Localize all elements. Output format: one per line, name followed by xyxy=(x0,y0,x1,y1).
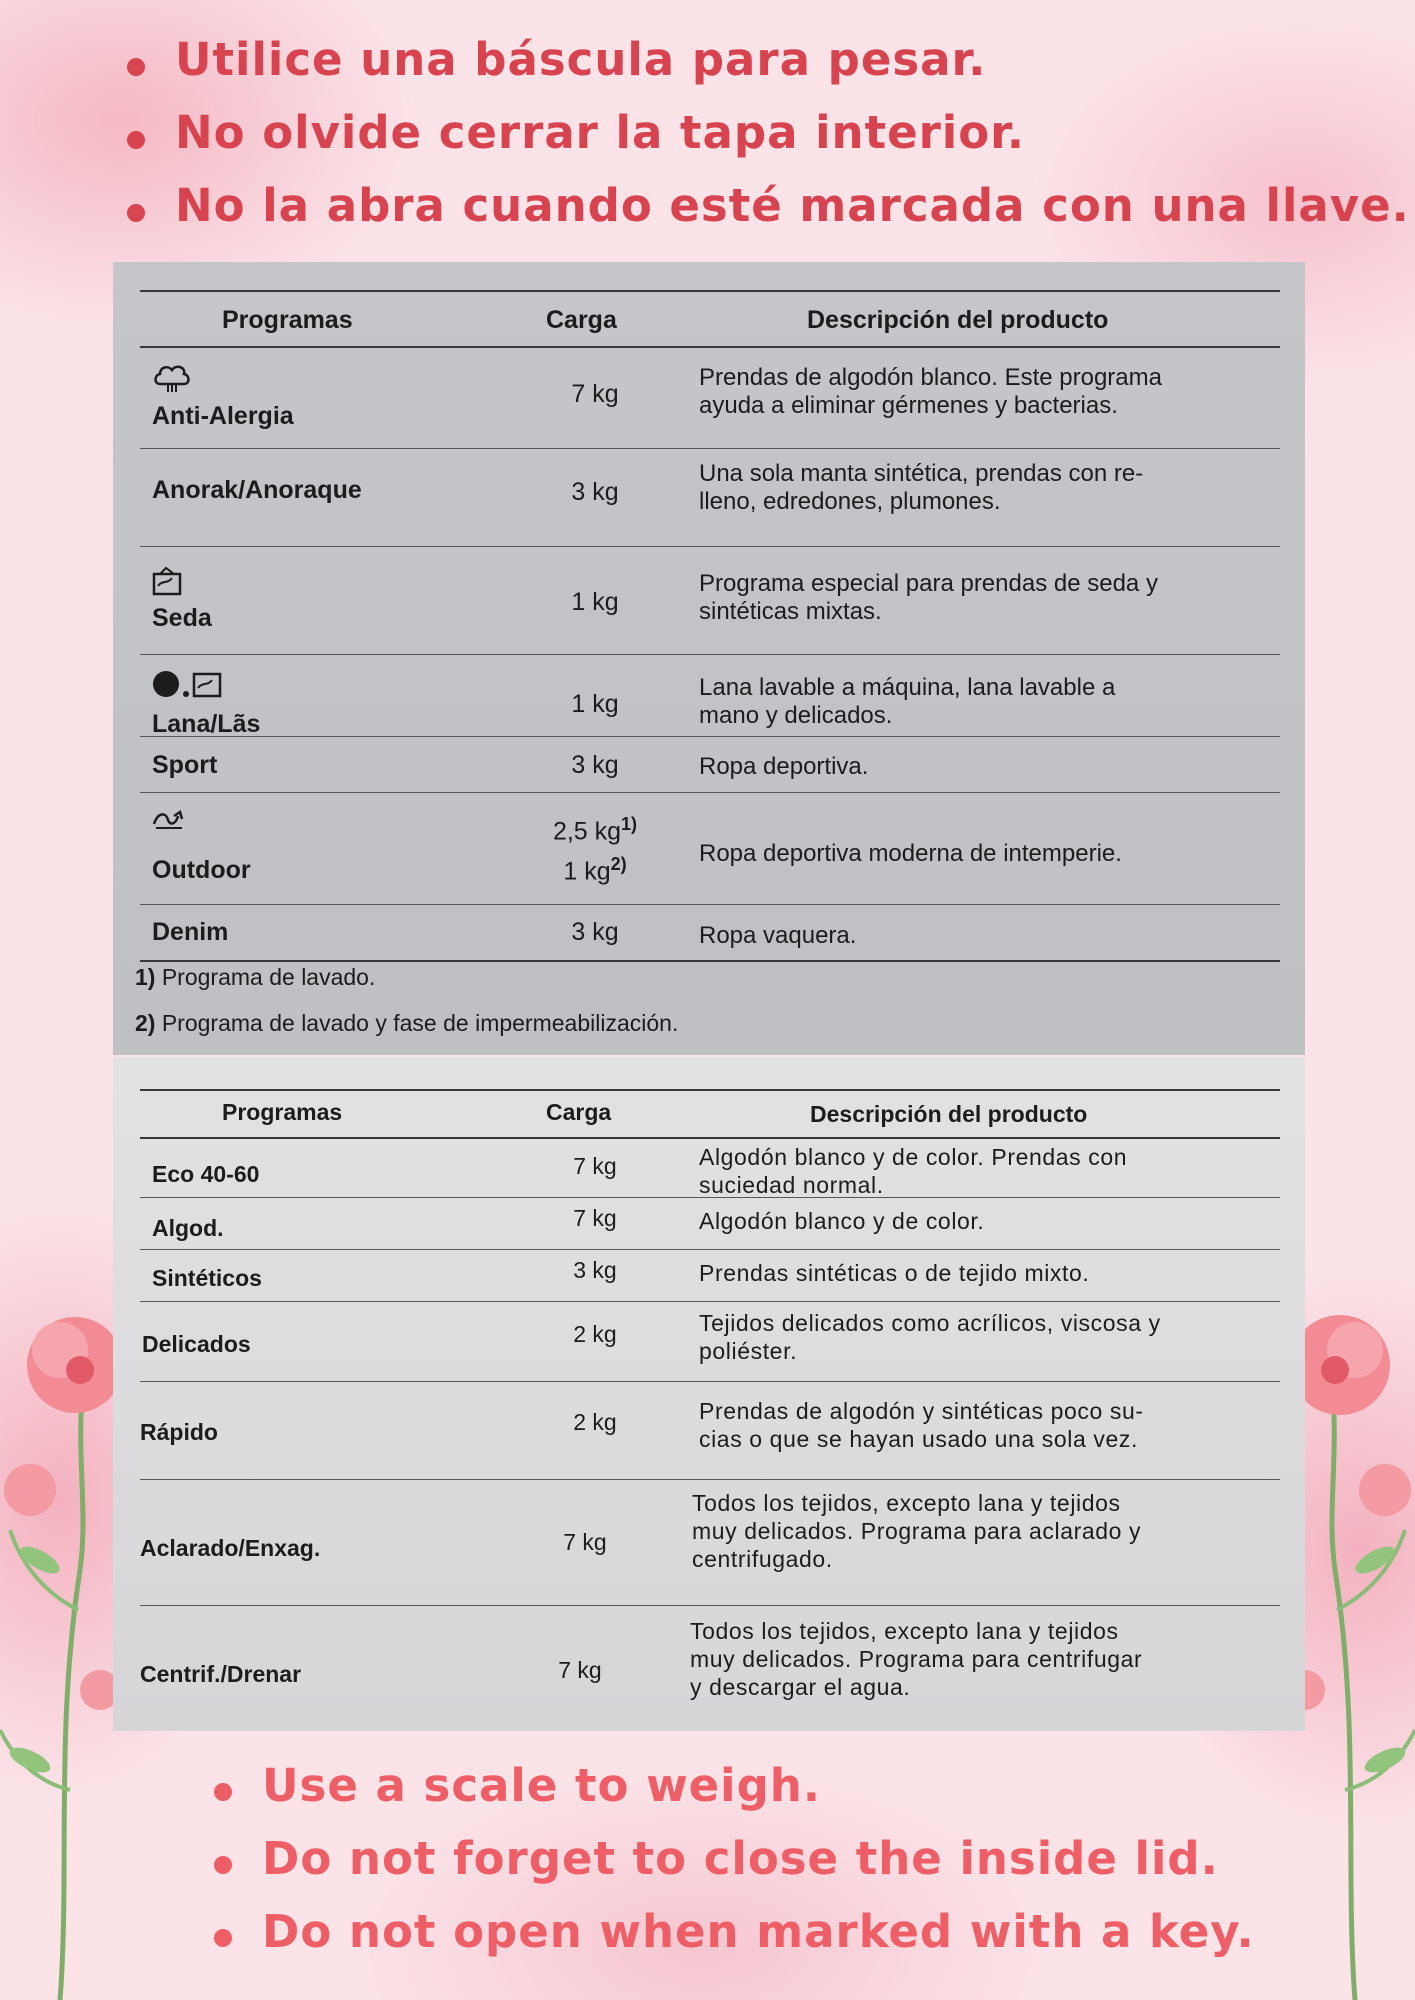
description-line: muy delicados. Programa para centrifugar xyxy=(690,1646,1143,1672)
program-load: 3 kg xyxy=(571,478,619,506)
description-line: Ropa deportiva moderna de intemperie. xyxy=(699,840,1122,867)
description-line: ayuda a eliminar gérmenes y bacterias. xyxy=(699,392,1118,419)
program-description xyxy=(699,922,1289,950)
program-description xyxy=(699,1143,1289,1199)
program-load: 2 kg xyxy=(573,1321,617,1347)
bullet-dot xyxy=(214,1929,232,1947)
program-description xyxy=(699,674,1289,730)
table-row xyxy=(140,1301,1280,1377)
english-tips-list xyxy=(262,1755,1255,1974)
load-value: 1 kg xyxy=(563,857,611,886)
program-description xyxy=(699,1207,1289,1235)
program-description xyxy=(699,364,1289,420)
description-line: Algodón blanco y de color. Prendas con xyxy=(699,1144,1128,1170)
program-description xyxy=(692,1489,1282,1573)
table-row xyxy=(140,1479,1280,1609)
table-header xyxy=(140,290,1280,346)
bullet-dot xyxy=(214,1856,232,1874)
description-line: mano y delicados. xyxy=(699,702,893,729)
description-line: Ropa vaquera. xyxy=(699,922,857,949)
program-description xyxy=(699,753,1289,781)
footnote xyxy=(135,964,375,991)
spanish-tips-list xyxy=(175,30,1410,249)
header-load: Carga xyxy=(546,306,617,334)
description-line: Algodón blanco y de color. xyxy=(699,1208,985,1234)
spanish-tip xyxy=(175,103,1410,176)
description-line: Todos los tejidos, excepto lana y tejidos xyxy=(692,1490,1121,1516)
table-row xyxy=(140,1197,1280,1251)
program-table-photo-1 xyxy=(113,262,1305,1055)
spanish-tip-text: No la abra cuando esté marcada con una llave. xyxy=(175,179,1410,232)
outdoor-icon xyxy=(152,806,186,830)
wool-yarn-icon xyxy=(152,668,232,700)
table-row xyxy=(140,346,1280,448)
program-name: Delicados xyxy=(142,1331,251,1357)
program-name: Algod. xyxy=(152,1215,224,1241)
program-name: Lana/Lãs xyxy=(152,710,261,738)
english-tip-text: Use a scale to weigh. xyxy=(262,1759,821,1812)
description-line: lleno, edredones, plumones. xyxy=(699,488,1001,515)
english-tip-text: Do not open when marked with a key. xyxy=(262,1905,1255,1958)
english-tip xyxy=(262,1901,1255,1974)
description-line: centrifugado. xyxy=(692,1546,833,1572)
description-line: Programa especial para prendas de seda y xyxy=(699,570,1158,597)
english-tip xyxy=(262,1755,1255,1828)
bullet-dot xyxy=(127,131,145,149)
description-line: Prendas de algodón y sintéticas poco su- xyxy=(699,1398,1144,1424)
program-name: Aclarado/Enxag. xyxy=(140,1535,321,1561)
header-programs: Programas xyxy=(222,1099,343,1125)
table-row xyxy=(140,736,1280,792)
program-name: Sport xyxy=(152,751,218,779)
program-description xyxy=(699,460,1289,516)
program-description xyxy=(699,1309,1289,1365)
silk-handwash-icon xyxy=(152,566,182,596)
program-table-photo-2 xyxy=(113,1057,1305,1731)
table-row xyxy=(140,448,1280,558)
footnote-mark: 2) xyxy=(610,854,627,874)
program-description xyxy=(699,840,1289,868)
description-line: poliéster. xyxy=(699,1338,798,1364)
program-load: 7 kg xyxy=(571,380,619,408)
english-tip xyxy=(262,1828,1255,1901)
table-row xyxy=(140,1381,1280,1473)
program-description xyxy=(690,1617,1280,1701)
footnote xyxy=(135,1010,678,1037)
header-description: Descripción del producto xyxy=(810,1101,1088,1127)
description-line: muy delicados. Programa para aclarado y xyxy=(692,1518,1142,1544)
description-line: Prendas de algodón blanco. Este programa xyxy=(699,364,1162,391)
program-load: 7 kg xyxy=(573,1205,617,1231)
description-line: Una sola manta sintética, prendas con re- xyxy=(699,460,1144,487)
program-load: 3 kg xyxy=(571,751,619,779)
program-name: Anti-Alergia xyxy=(152,402,294,430)
description-line: Tejidos delicados como acrílicos, viscosa y xyxy=(699,1310,1161,1336)
description-line: Prendas sintéticas o de tejido mixto. xyxy=(699,1260,1090,1286)
table-row xyxy=(140,1605,1280,1731)
program-description xyxy=(699,1259,1289,1287)
program-load-wash xyxy=(525,814,665,846)
program-load: 1 kg xyxy=(571,588,619,616)
program-name: Seda xyxy=(152,604,212,632)
program-load: 3 kg xyxy=(571,918,619,946)
table-row xyxy=(140,546,1280,654)
program-load: 7 kg xyxy=(573,1153,617,1179)
program-description xyxy=(699,1397,1289,1453)
program-load: 2 kg xyxy=(573,1409,617,1435)
table-row xyxy=(140,904,1280,960)
header-description: Descripción del producto xyxy=(807,306,1109,334)
spanish-tip-text: Utilice una báscula para pesar. xyxy=(175,33,987,86)
table-rule xyxy=(140,960,1280,962)
header-load: Carga xyxy=(546,1099,612,1125)
program-name: Anorak/Anoraque xyxy=(152,476,362,504)
bullet-dot xyxy=(127,58,145,76)
description-line: cias o que se hayan usado una sola vez. xyxy=(699,1426,1138,1452)
program-load: 3 kg xyxy=(573,1257,617,1283)
load-value: 2,5 kg xyxy=(552,817,622,846)
program-name: Eco 40-60 xyxy=(152,1161,260,1187)
program-name: Centrif./Drenar xyxy=(140,1661,302,1687)
program-name: Sintéticos xyxy=(152,1265,262,1291)
bullet-dot xyxy=(127,204,145,222)
spanish-tip-text: No olvide cerrar la tapa interior. xyxy=(175,106,1026,159)
spanish-tip xyxy=(175,30,1410,103)
footnote-text: Programa de lavado y fase de impermeabilización. xyxy=(161,1010,679,1036)
description-line: y descargar el agua. xyxy=(690,1674,911,1700)
header-programs: Programas xyxy=(222,306,353,334)
program-description xyxy=(699,570,1289,626)
english-tip-text: Do not forget to close the inside lid. xyxy=(262,1832,1219,1885)
spanish-tip xyxy=(175,176,1410,249)
footnote-text: Programa de lavado. xyxy=(161,964,376,990)
description-line: Ropa deportiva. xyxy=(699,753,869,780)
program-name: Outdoor xyxy=(152,856,251,884)
footnote-mark: 1) xyxy=(135,964,156,990)
allergy-cloud-icon xyxy=(152,362,192,394)
footnote-mark: 1) xyxy=(621,814,638,834)
footnote-mark: 2) xyxy=(135,1010,156,1036)
program-load: 7 kg xyxy=(558,1657,602,1683)
description-line: Lana lavable a máquina, lana lavable a xyxy=(699,674,1116,701)
program-name: Denim xyxy=(152,918,229,946)
program-name: Rápido xyxy=(140,1419,218,1445)
program-load: 1 kg xyxy=(571,690,619,718)
table-row xyxy=(140,1249,1280,1301)
description-line: suciedad normal. xyxy=(699,1172,884,1198)
program-load-waterproof xyxy=(525,854,665,886)
description-line: Todos los tejidos, excepto lana y tejidos xyxy=(690,1618,1119,1644)
bullet-dot xyxy=(214,1783,232,1801)
program-load: 7 kg xyxy=(563,1529,607,1555)
description-line: sintéticas mixtas. xyxy=(699,598,882,625)
table-row xyxy=(140,792,1280,904)
